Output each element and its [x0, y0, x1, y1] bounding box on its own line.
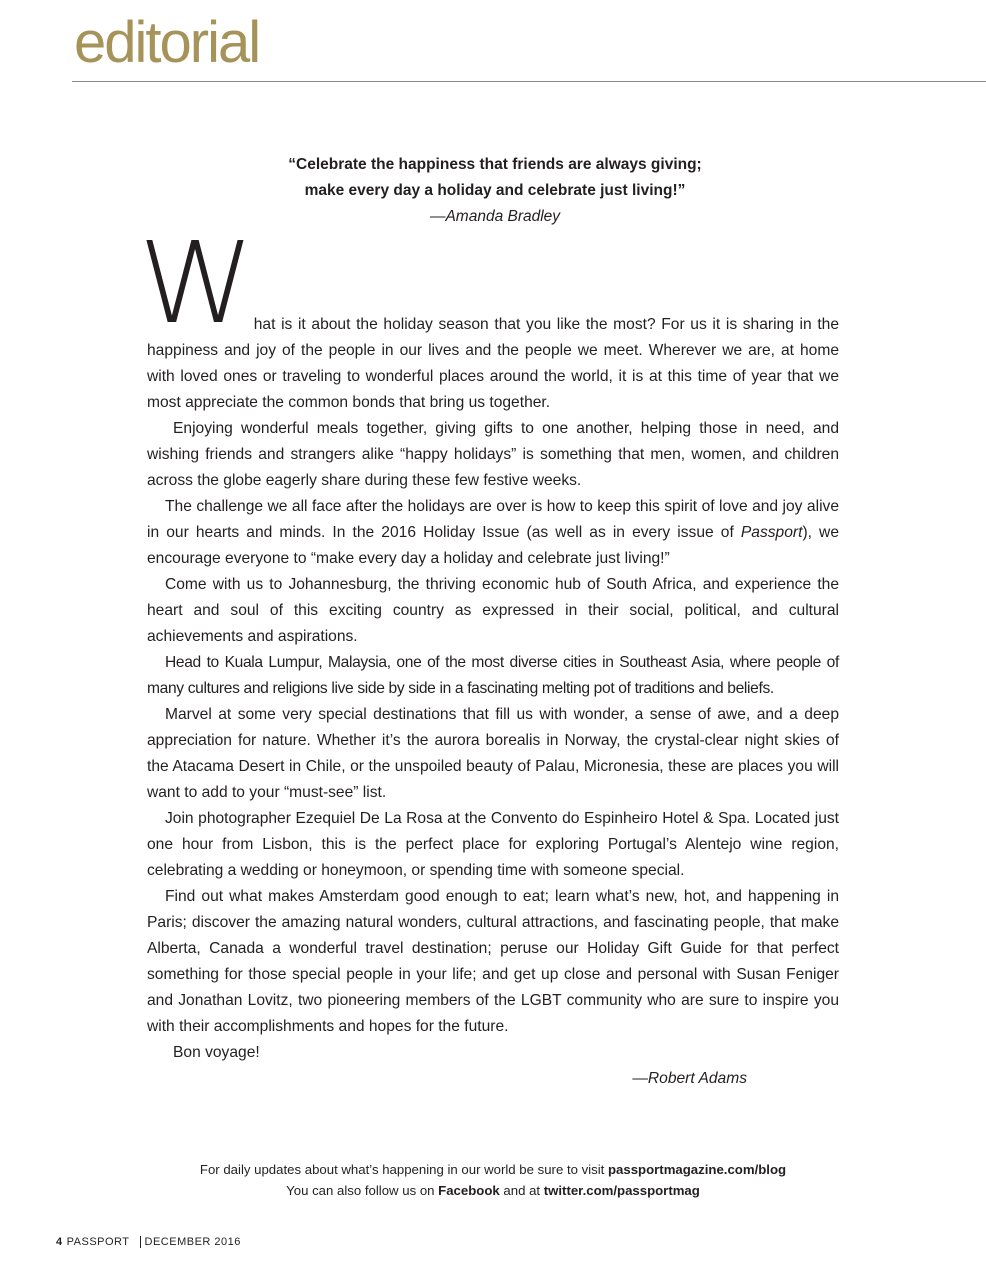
- paragraph-1: [138, 219, 839, 416]
- paragraph-9: Bon voyage!: [173, 1044, 260, 1061]
- facebook-link[interactable]: Facebook: [438, 1183, 500, 1198]
- drop-cap: W: [138, 219, 255, 349]
- paragraph-5: Head to Kuala Lumpur, Malaysia, one of the most diverse cities in Southeast Asia, where people of many cultures and religions live side by side in a fascinating melting pot of traditions and beliefs.: [147, 654, 839, 697]
- paragraph-6: Marvel at some very special destinations that fill us with wonder, a sense of awe, and a deep appreciation for nature. Whether it’s the aurora borealis in Norway, the crystal-clear night skies of the Atacama Desert in Chile, or the unspoiled beauty of Palau, Micronesia, these are places you will want to add to your “must-see” list.: [147, 706, 839, 801]
- publication-name: PASSPORT: [66, 1236, 130, 1248]
- header-rule: [72, 81, 986, 82]
- paragraph-7: Join photographer Ezequiel De La Rosa at the Convento do Espinheiro Hotel & Spa. Located just one hour from Lisbon, this is the perfect place for exploring Portugal’s Alentejo wine region, celebrating a wedding or honeymoon, or spending time with someone special.: [147, 810, 839, 879]
- blog-link[interactable]: passportmagazine.com/blog: [608, 1162, 787, 1177]
- quote-line-1: “Celebrate the happiness that friends are always giving;: [288, 156, 702, 173]
- footer-notice: [0, 1159, 986, 1201]
- magazine-name: Passport: [740, 524, 803, 541]
- footer-line-1-text: For daily updates about what’s happening in our world be sure to visit: [199, 1162, 608, 1177]
- signature: —Robert Adams: [632, 1070, 747, 1087]
- paragraph-8: Find out what makes Amsterdam good enough to eat; learn what’s new, hot, and happening in Paris; discover the amazing natural wonders, cultural attractions, and fascinating people, that make Alberta, Canada a wonderful travel destination; peruse our Holiday Gift Guide for that perfect something for those special people in your life; and get up close and personal with Susan Feniger and Jonathan Lovitz, two pioneering members of the LGBT community who are sure to inspire you with their accomplishments and hopes for the future.: [147, 888, 839, 1035]
- footer-line-2-text: You can also follow us on: [286, 1183, 439, 1198]
- section-title: editorial: [74, 10, 260, 75]
- paragraph-3-text-end: ), we encourage everyone to “make every day a holiday and celebrate just living!”: [147, 524, 839, 567]
- footer-line-2-text-and: and at: [499, 1183, 544, 1198]
- page-folio: [56, 1236, 241, 1248]
- paragraph-4: Come with us to Johannesburg, the thriving economic hub of South Africa, and experience the heart and soul of this exciting country as expressed in their social, political, and cultural achievements and aspirations.: [147, 576, 839, 645]
- paragraph-3: [147, 494, 839, 572]
- issue-date: DECEMBER 2016: [140, 1236, 241, 1248]
- footer-line-1: [0, 1159, 986, 1180]
- paragraph-1-text: hat is it about the holiday season that you like the most? For us it is sharing in the happiness and joy of the people in our lives and the people we meet. Wherever we are, at home with loved ones or traveling to wonderful places around the world, it is at this time of year that we most appreciate the common bonds that bring us together.: [147, 316, 839, 411]
- page-number: 4: [56, 1236, 63, 1248]
- paragraph-2: Enjoying wonderful meals together, giving gifts to one another, helping those in need, and wishing friends and strangers alike “happy holidays” is something that men, women, and children across the globe eagerly share during these few festive weeks.: [147, 420, 839, 489]
- editorial-body: [138, 219, 839, 1092]
- paragraph-3-text-start: The challenge we all face after the holidays are over is how to keep this spirit of love and joy alive in our hearts and minds. In the 2016 Holiday Issue (as well as in every issue of: [147, 498, 839, 541]
- footer-line-2: [0, 1180, 986, 1201]
- twitter-link[interactable]: twitter.com/passportmag: [543, 1183, 700, 1198]
- quote-author: —Amanda Bradley: [429, 208, 561, 225]
- quote-line-2: make every day a holiday and celebrate just living!”: [304, 182, 686, 199]
